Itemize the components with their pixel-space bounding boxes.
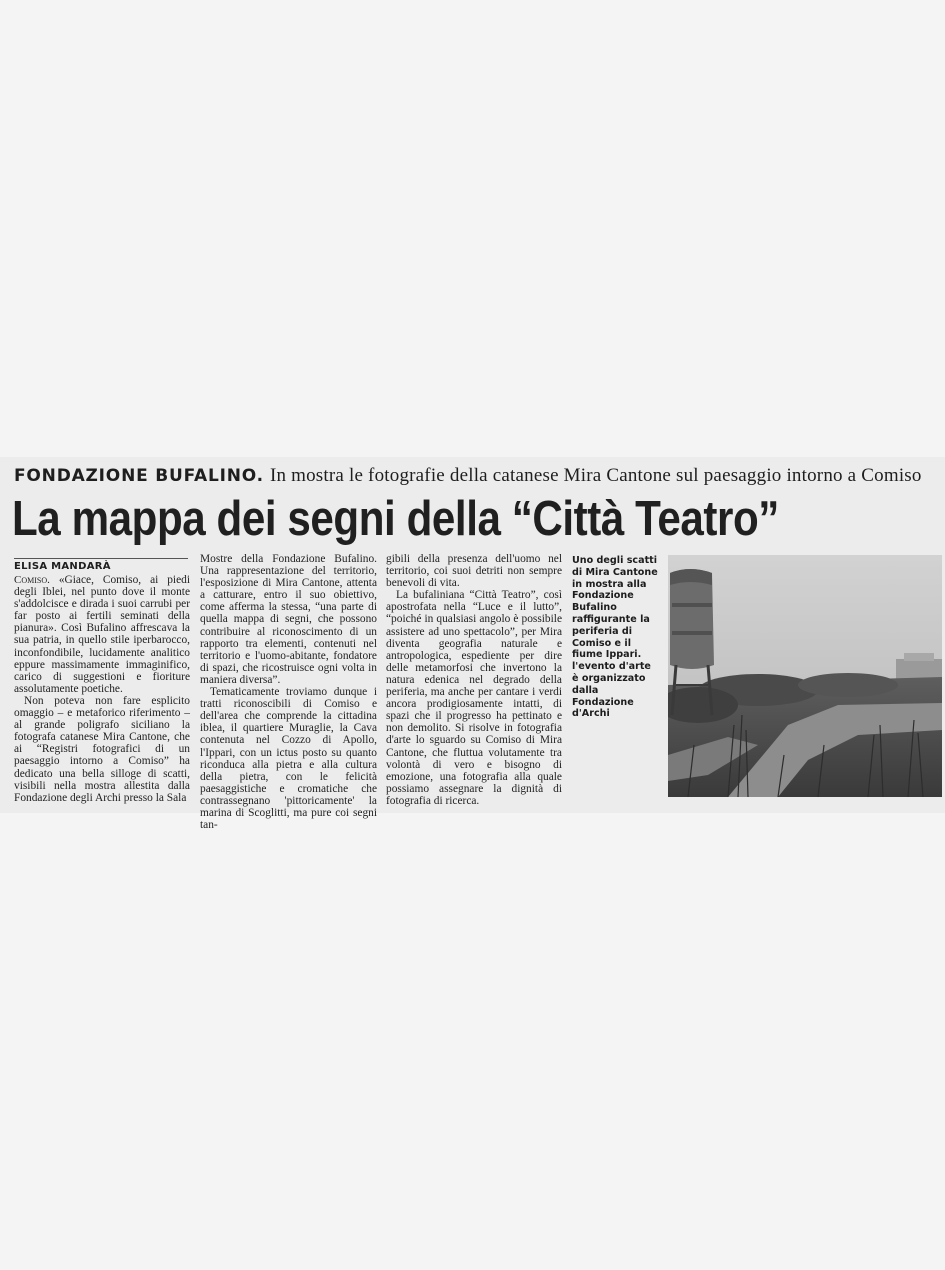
article-headline: La mappa dei segni della “Città Teatro” bbox=[12, 492, 779, 546]
dateline: Comiso. bbox=[14, 574, 50, 586]
kicker-label: FONDAZIONE BUFALINO. bbox=[14, 466, 264, 486]
column-3 bbox=[386, 553, 562, 807]
byline-divider bbox=[14, 558, 188, 559]
photo-caption: Uno degli scatti di Mira Cantone in mostra alla Fondazione Bufalino raffigurante la periferia di Comiso e il fiume Ippari. l'evento d'arte è organizzato dalla Fondazione d'Archi bbox=[572, 555, 658, 720]
paragraph: gibili della presenza dell'uomo nel territorio, coi suoi detriti non sempre benevoli di vita. bbox=[386, 553, 562, 590]
byline: ELISA MANDARÀ bbox=[14, 561, 111, 572]
paragraph: Tematicamente troviamo dunque i tratti riconoscibili di Comiso e dell'area che comprende la cittadina iblea, il quartiere Muraglie, la Cava contenuta nel Cozzo di Apollo, l'Ippari, con un ictus posto su quanto riconduca alla pietra e alla cultura della pietra, con le felicità paesaggistiche e cromatiche che contrassegnano 'pittoricamente' la marina di Scoglitti, ma pure coi segni tan- bbox=[200, 686, 377, 832]
paragraph: La bufaliniana “Città Teatro”, così apostrofata nella “Luce e il lutto”, “poiché in qualsiasi angolo è possibile assistere ad uno spettacolo”, per Mira diventa geografia naturale e antropologica, espediente per dire delle metamorfosi che invertono la natura edenica nel degrado della periferia, ma anche per cantare i verdi ancora prodigiosamente intatti, di spazi che il progresso ha pettinato e non demolito. Si risolve in fotografia d'arte lo sguardo su Comiso di Mira Cantone, che fluttua volutamente tra volontà di vero e bisogno di emozione, una fotografia alla quale possiamo assegnare la dignità di fotografia di ricerca. bbox=[386, 589, 562, 807]
landscape-photo bbox=[668, 555, 942, 797]
article-photo bbox=[668, 555, 942, 797]
paragraph: Mostre della Fondazione Bufalino. Una rappresentazione del territorio, l'esposizione di Mira Cantone, attenta a catturare, entro il suo obiettivo, come afferma la stessa, “una parte di quella mappa di segni, che possono contribuire al riconoscimento di un rapporto tra elementi, contenuti nel territorio e l'uomo-abitante, fondatore di spazi, che ricostruisce ogni volta in maniera diversa”. bbox=[200, 553, 377, 686]
paragraph-text: «Giace, Comiso, ai piedi degli Iblei, nel punto dove il monte s'addolcisce e dirada i suoi carrubi per far posto ai fertili seminati della pianura». Così Bufalino affrescava la sua patria, in quello stile iperbarocco, inconfondibile, lucidamente analitico eppure massimamente immaginifico, carico di suggestioni e fioriture assolutamente poetiche. bbox=[14, 574, 190, 695]
column-1 bbox=[14, 574, 190, 804]
article-kicker bbox=[14, 465, 934, 487]
newspaper-clipping bbox=[0, 457, 945, 832]
column-2 bbox=[200, 553, 377, 831]
paragraph: Non poteva non fare esplicito omaggio – e metaforico riferimento – al grande poligrafo siciliano la fotografa catanese Mira Cantone, che ai “Registri fotografici di un paesaggio intorno a Comiso” ha dedicato una bella silloge di scatti, visibili nella mostra allestita dalla Fondazione degli Archi presso la Sala bbox=[14, 694, 190, 804]
kicker-text: In mostra le fotografie della catanese Mira Cantone sul paesaggio intorno a Comiso bbox=[269, 465, 922, 486]
paragraph bbox=[14, 574, 190, 695]
